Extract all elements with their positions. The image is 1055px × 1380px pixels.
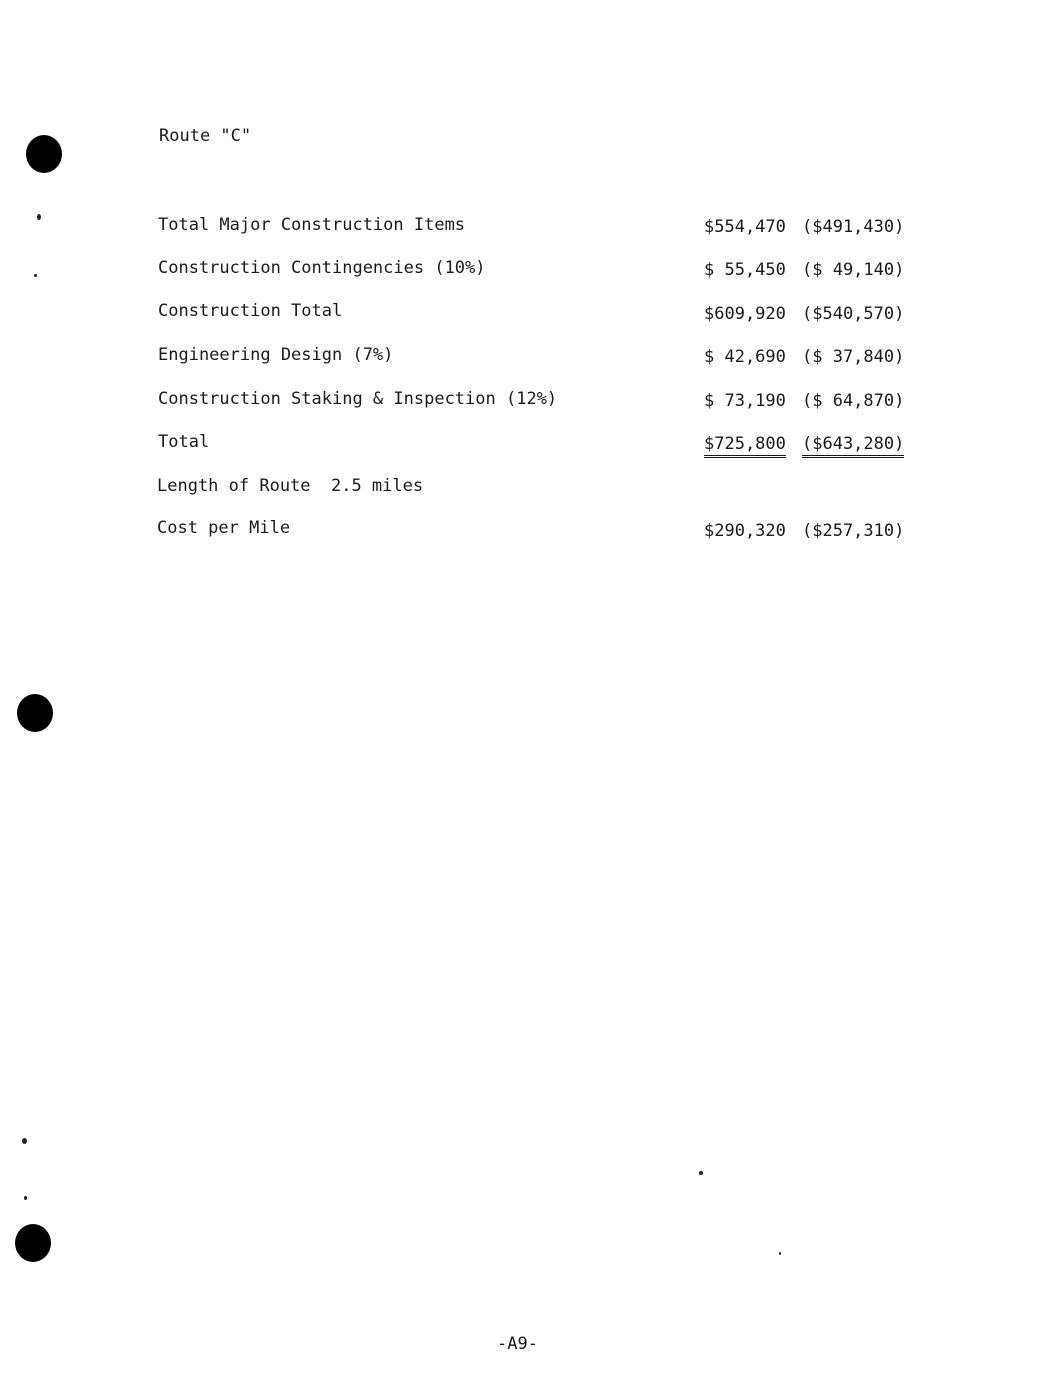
- row-label-total: Total: [158, 432, 210, 452]
- row-amount-total: $725,800: [704, 434, 786, 458]
- row-alt-amount-cost-per-mile: ($257,310): [802, 521, 905, 541]
- row-amount-staking-inspection: $ 73,190: [704, 391, 786, 411]
- row-alt-amount-major-items: ($491,430): [802, 217, 905, 237]
- row-label-staking-inspection: Construction Staking & Inspection (12%): [158, 389, 558, 409]
- route-title: Route "C": [159, 126, 252, 146]
- punch-hole-middle: [17, 694, 53, 732]
- speck-mark: [22, 1138, 27, 1144]
- row-amount-contingencies: $ 55,450: [704, 260, 786, 280]
- row-amount-construction-total: $609,920: [704, 304, 786, 324]
- speck-mark: [24, 1196, 27, 1200]
- row-label-contingencies: Construction Contingencies (10%): [158, 258, 486, 278]
- row-amount-cost-per-mile: $290,320: [704, 521, 786, 541]
- speck-mark: [699, 1171, 703, 1175]
- row-amount-engineering-design: $ 42,690: [704, 347, 786, 367]
- punch-hole-bottom: [15, 1224, 51, 1262]
- length-of-route: Length of Route 2.5 miles: [157, 476, 424, 496]
- row-alt-amount-contingencies: ($ 49,140): [802, 260, 905, 280]
- row-label-major-items: Total Major Construction Items: [158, 215, 466, 235]
- row-label-cost-per-mile: Cost per Mile: [157, 518, 291, 538]
- row-alt-amount-construction-total: ($540,570): [802, 304, 905, 324]
- page-number: -A9-: [497, 1334, 538, 1354]
- row-label-engineering-design: Engineering Design (7%): [158, 345, 394, 365]
- row-alt-amount-total: ($643,280): [802, 434, 904, 458]
- speck-mark: [779, 1252, 781, 1255]
- speck-mark: [34, 274, 37, 277]
- punch-hole-top: [26, 135, 62, 173]
- row-alt-amount-engineering-design: ($ 37,840): [802, 347, 905, 367]
- row-label-construction-total: Construction Total: [158, 301, 343, 321]
- row-alt-amount-staking-inspection: ($ 64,870): [802, 391, 905, 411]
- row-amount-major-items: $554,470: [704, 217, 786, 237]
- speck-mark: [37, 214, 41, 220]
